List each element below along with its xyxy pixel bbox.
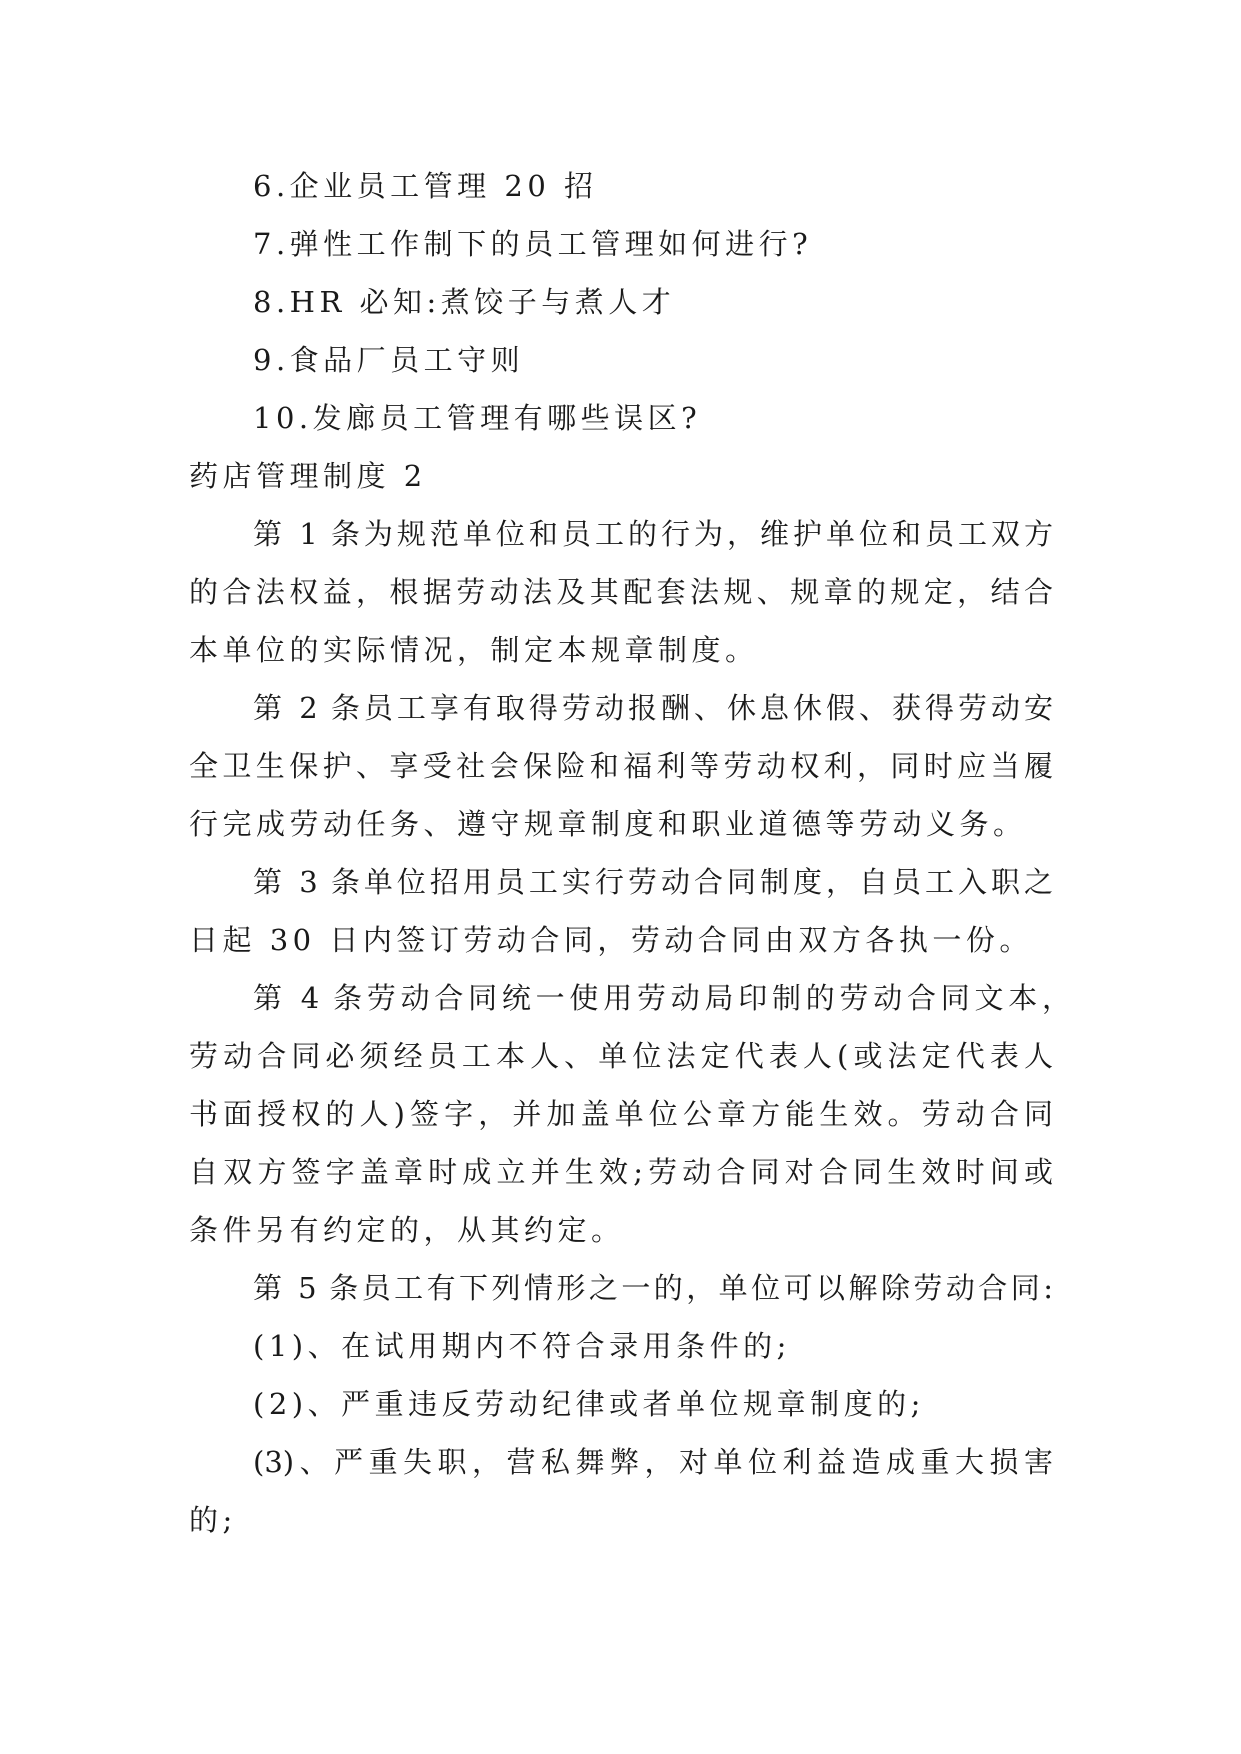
paragraph-line: 本单位的实际情况，制定本规章制度。 (189, 633, 759, 667)
paragraph-line: 的; (189, 1503, 237, 1537)
list-item: 8.HR 必知:煮饺子与煮人才 (253, 285, 676, 319)
paragraph-line: 第 2 条员工享有取得劳动报酬、休息休假、获得劳动安 (253, 691, 1053, 725)
paragraph-line: 劳动合同必须经员工本人、单位法定代表人(或法定代表人 (189, 1039, 1053, 1073)
list-item: 6.企业员工管理 20 招 (253, 169, 598, 203)
paragraph-line: 日起 30 日内签订劳动合同，劳动合同由双方各执一份。 (189, 923, 1033, 957)
paragraph-line: 第 3 条单位招用员工实行劳动合同制度，自员工入职之 (253, 865, 1053, 899)
paragraph-line: 条件另有约定的，从其约定。 (189, 1213, 625, 1247)
paragraph-line: (1)、在试用期内不符合录用条件的; (253, 1329, 791, 1363)
paragraph-line: (2)、严重违反劳动纪律或者单位规章制度的; (253, 1387, 925, 1421)
section-title: 药店管理制度 2 (189, 459, 427, 493)
list-item: 7.弹性工作制下的员工管理如何进行? (253, 227, 813, 261)
paragraph-line: 行完成劳动任务、遵守规章制度和职业道德等劳动义务。 (189, 807, 1027, 841)
paragraph-line: 第 1 条为规范单位和员工的行为，维护单位和员工双方 (253, 517, 1053, 551)
paragraph-line: 的合法权益，根据劳动法及其配套法规、规章的规定，结合 (189, 575, 1053, 609)
list-item: 9.食品厂员工守则 (253, 343, 525, 377)
paragraph-line: 第 4 条劳动合同统一使用劳动局印制的劳动合同文本， (253, 981, 1071, 1015)
list-item: 10.发廊员工管理有哪些误区? (253, 401, 702, 435)
paragraph-line: 书面授权的人)签字，并加盖单位公章方能生效。劳动合同 (189, 1097, 1053, 1131)
paragraph-line: 自双方签字盖章时成立并生效;劳动合同对合同生效时间或 (189, 1155, 1053, 1189)
paragraph-line: (3)、严重失职，营私舞弊，对单位利益造成重大损害 (253, 1445, 1053, 1479)
paragraph-line: 全卫生保护、享受社会保险和福利等劳动权利，同时应当履 (189, 749, 1053, 783)
paragraph-line: 第 5 条员工有下列情形之一的，单位可以解除劳动合同: (253, 1271, 1053, 1305)
